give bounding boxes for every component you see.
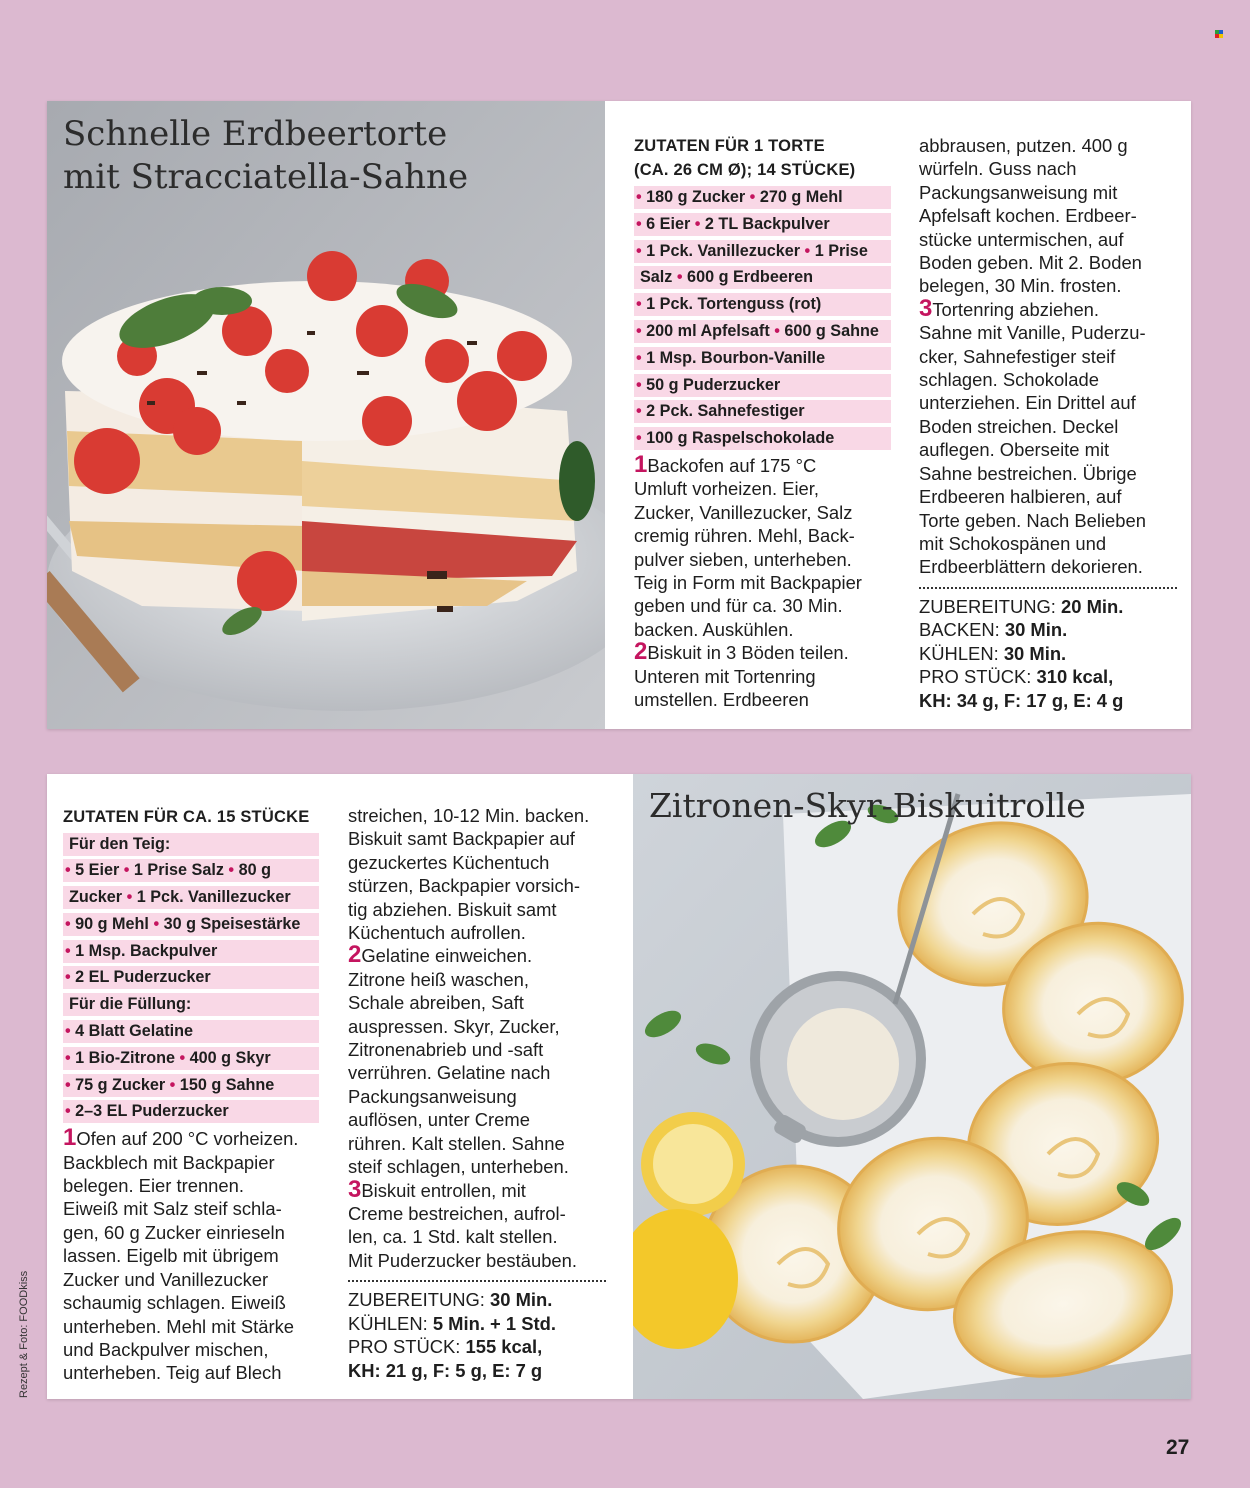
cool-label: KÜHLEN: bbox=[919, 642, 1004, 664]
bake-label: BACKEN: bbox=[919, 619, 1005, 641]
ingredient-line: • 1 Msp. Bourbon-Vanille bbox=[634, 347, 891, 370]
recipe2-ingredients-column bbox=[63, 806, 319, 1385]
recipe2-ingredient-list bbox=[63, 833, 319, 1124]
recipe1-ingredients-header-line1: ZUTATEN FÜR 1 TORTE bbox=[634, 137, 825, 155]
ingredient-line: • 4 Blatt Gelatine bbox=[63, 1020, 319, 1043]
recipe1-cool-time bbox=[919, 642, 1185, 666]
ingredient-line: • 6 Eier • 2 TL Backpulver bbox=[634, 213, 891, 236]
recipe2-step1 bbox=[63, 1124, 319, 1384]
prep-value: 30 Min. bbox=[490, 1289, 553, 1311]
ingredient-line: • 50 g Puderzucker bbox=[634, 374, 891, 397]
ingredient-line: • 1 Pck. Tortenguss (rot) bbox=[634, 293, 891, 316]
recipe2-step2 bbox=[348, 941, 624, 1178]
ingredient-line: • 1 Pck. Vanillezucker • 1 Prise bbox=[634, 240, 891, 263]
recipe-card-strawberry-cake bbox=[47, 101, 1191, 729]
dotted-divider bbox=[919, 587, 1177, 589]
per-piece-label: PRO STÜCK: bbox=[919, 666, 1037, 688]
recipe1-ingredients-header-line2: (CA. 26 CM Ø); 14 STÜCKE) bbox=[634, 160, 856, 179]
recipe1-bake-time bbox=[919, 618, 1185, 642]
ingredient-line: • 5 Eier • 1 Prise Salz • 80 g bbox=[63, 859, 319, 882]
recipe2-ingredients-header: ZUTATEN FÜR CA. 15 STÜCKE bbox=[63, 808, 310, 826]
cool-value: 30 Min. bbox=[1003, 642, 1067, 664]
ingredient-line: • 75 g Zucker • 150 g Sahne bbox=[63, 1074, 319, 1097]
ingredient-line: • 90 g Mehl • 30 g Speisestärke bbox=[63, 913, 319, 936]
recipe2-title: Zitronen-Skyr-Biskuitrolle bbox=[649, 786, 1086, 825]
dotted-divider bbox=[348, 1280, 606, 1282]
page-number: 27 bbox=[1166, 1436, 1190, 1459]
recipe2-instructions-column bbox=[348, 804, 624, 1382]
recipe1-macros: KH: 34 g, F: 17 g, E: 4 g bbox=[919, 689, 1124, 711]
step-text: Gelatine einweichen. Zitrone heiß waschen, Schale abreiben, Saft auspressen. Skyr, Zucker, Zitronenabrieb und -saft verrühren. Gelatine nach Packungsanweisung auflösen, unter Creme rühren. Kalt stellen. Sahne steif schlagen, unterheben. bbox=[348, 945, 569, 1178]
ingredient-line: Zucker • 1 Pck. Vanillezucker bbox=[63, 886, 319, 909]
prep-value: 20 Min. bbox=[1061, 595, 1124, 617]
per-piece-label: PRO STÜCK: bbox=[348, 1336, 466, 1358]
ingredient-line: • 2–3 EL Puderzucker bbox=[63, 1100, 319, 1123]
recipe2-step1-continued: streichen, 10-12 Min. backen. Biskuit samt Backpapier auf gezuckertes Küchentuch stürzen, Backpapier vorsich- tig abziehen. Biskuit samt Küchentuch aufrollen. bbox=[348, 805, 590, 944]
recipe1-step3 bbox=[919, 294, 1185, 579]
recipe1-title-line1: Schnelle Erdbeertorte bbox=[63, 114, 448, 154]
step-number: 3 bbox=[348, 1175, 362, 1203]
recipe2-macros: KH: 21 g, F: 5 g, E: 7 g bbox=[348, 1359, 543, 1381]
step-text: Backofen auf 175 °C Umluft vorheizen. Eier, Zucker, Vanillezucker, Salz cremig rühren. Mehl, Back- pulver sieben, unterheben. Teig in Form mit Backpapier geben und für ca. 30 Min. backen. Auskühlen. bbox=[634, 454, 862, 640]
recipe-card-lemon-roll bbox=[47, 774, 1191, 1399]
recipe1-prep-time bbox=[919, 595, 1185, 619]
prep-label: ZUBEREITUNG: bbox=[348, 1289, 491, 1311]
step-text: Biskuit in 3 Böden teilen. Unteren mit Tortenring umstellen. Erdbeeren bbox=[634, 642, 849, 711]
recipe1-ingredient-list bbox=[634, 186, 891, 450]
recipe1-instructions-column bbox=[919, 134, 1185, 712]
ingredient-line: • 200 ml Apfelsaft • 600 g Sahne bbox=[634, 320, 891, 343]
ingredient-line: • 2 Pck. Sahnefestiger bbox=[634, 400, 891, 423]
step-number: 2 bbox=[348, 941, 362, 969]
step-number: 1 bbox=[63, 1124, 77, 1152]
ingredient-line: • 1 Bio-Zitrone • 400 g Skyr bbox=[63, 1047, 319, 1070]
recipe1-title bbox=[63, 113, 583, 199]
recipe1-step2 bbox=[634, 638, 891, 711]
cool-value: 5 Min. + 1 Std. bbox=[432, 1312, 556, 1334]
step-text: Biskuit entrollen, mit Creme bestreichen, aufrol- len, ca. 1 Std. kalt stellen. Mit Puderzucker bestäuben. bbox=[348, 1179, 577, 1271]
ingredient-line: • 2 EL Puderzucker bbox=[63, 966, 319, 989]
photo-credit: Rezept & Foto: FOODkiss bbox=[18, 1270, 30, 1398]
recipe2-prep-time bbox=[348, 1288, 624, 1312]
step-number: 2 bbox=[634, 638, 648, 666]
ingredient-section-label: Für den Teig: bbox=[63, 833, 319, 856]
step-text: Tortenring abziehen. Sahne mit Vanille, Puderzu- cker, Sahnefestiger steif schlagen. Schokolade unterziehen. Ein Drittel auf Boden streichen. Deckel auflegen. Oberseite mit Sahne bestreichen. Übrige Erdbeeren halbieren, auf Torte geben. Nach Belieben mit Schokospänen und Erdbeerblättern dekorieren. bbox=[919, 298, 1146, 578]
print-color-mark bbox=[1215, 30, 1225, 38]
calories-value: 310 kcal, bbox=[1036, 666, 1114, 688]
step-number: 1 bbox=[634, 450, 648, 478]
cool-label: KÜHLEN: bbox=[348, 1312, 433, 1334]
ingredient-line: Salz • 600 g Erdbeeren bbox=[634, 266, 891, 289]
recipe2-cool-time bbox=[348, 1312, 624, 1336]
ingredient-section-label: Für die Füllung: bbox=[63, 993, 319, 1016]
calories-value: 155 kcal, bbox=[465, 1336, 543, 1358]
step-number: 3 bbox=[919, 294, 933, 322]
recipe2-step3 bbox=[348, 1175, 624, 1273]
recipe2-calories bbox=[348, 1335, 624, 1359]
bake-value: 30 Min. bbox=[1004, 619, 1068, 641]
ingredient-line: • 1 Msp. Backpulver bbox=[63, 940, 319, 963]
recipe1-step1 bbox=[634, 450, 891, 641]
step-text: Ofen auf 200 °C vorheizen. Backblech mit Backpapier belegen. Eier trennen. Eiweiß mit Salz steif schla- gen, 60 g Zucker einrieseln lassen. Eigelb mit übrigem Zucker und Vanillezucker schaumig schlagen. Eiweiß unterheben. Mehl mit Stärke und Backpulver mischen, unterheben. Teig auf Blech bbox=[63, 1128, 299, 1384]
strawberry-cake-photo bbox=[47, 101, 605, 729]
prep-label: ZUBEREITUNG: bbox=[919, 595, 1062, 617]
recipe1-calories bbox=[919, 665, 1185, 689]
ingredient-line: • 180 g Zucker • 270 g Mehl bbox=[634, 186, 891, 209]
recipe1-ingredients-column bbox=[634, 135, 891, 711]
lemon-roll-photo bbox=[633, 774, 1191, 1399]
recipe1-title-line2: mit Stracciatella-Sahne bbox=[63, 157, 469, 197]
ingredient-line: • 100 g Raspelschokolade bbox=[634, 427, 891, 450]
recipe1-step2-continued: abbrausen, putzen. 400 g würfeln. Guss nach Packungsanweisung mit Apfelsaft kochen. Erdbeer- stücke untermischen, auf Boden geben. Mit 2. Boden belegen, 30 Min. frosten. bbox=[919, 135, 1142, 297]
